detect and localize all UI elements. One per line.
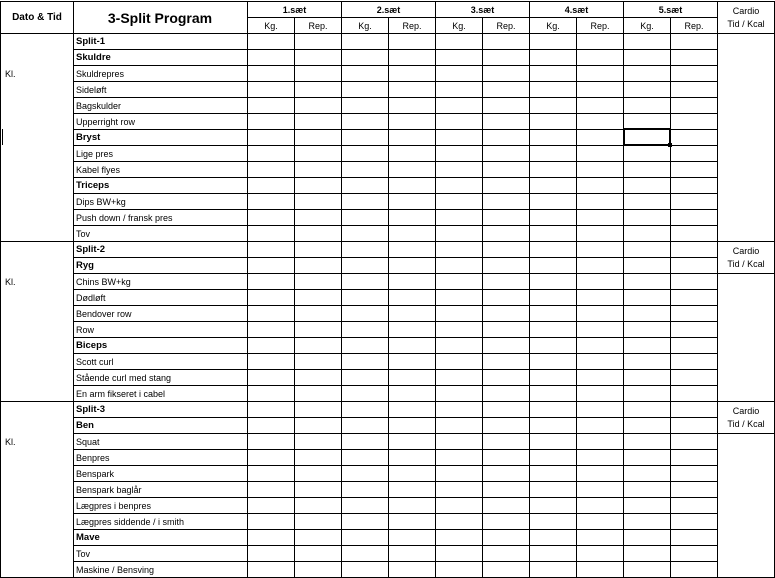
exercise-name[interactable]: Stående curl med stang xyxy=(76,373,172,383)
exercise-name[interactable]: Kabel flyes xyxy=(76,165,121,175)
frame-left xyxy=(0,1,1,578)
time-cell[interactable] xyxy=(1,290,73,306)
cardio-divider xyxy=(718,273,775,274)
time-cell[interactable] xyxy=(1,514,73,530)
grid-hline xyxy=(73,385,718,386)
set-header-5[interactable]: 5.sæt xyxy=(658,5,683,15)
cardio-sub-label: Tid / Kcal xyxy=(727,259,765,269)
time-cell[interactable] xyxy=(1,146,73,162)
rep-header-4[interactable]: Rep. xyxy=(590,21,610,31)
grid-vline xyxy=(388,17,389,578)
exercise-name[interactable]: En arm fikseret i cabel xyxy=(76,389,166,399)
rep-header-3[interactable]: Rep. xyxy=(496,21,516,31)
grid-hline xyxy=(73,449,718,450)
kg-header-4[interactable]: Kg. xyxy=(546,21,560,31)
grid-hline xyxy=(73,465,718,466)
cardio-label: Cardio xyxy=(732,5,760,16)
time-cell[interactable] xyxy=(1,418,73,434)
time-cell[interactable] xyxy=(1,450,73,466)
exercise-name[interactable]: Lægpres siddende / i smith xyxy=(76,517,185,527)
grid-hline xyxy=(73,193,718,194)
grid-hline xyxy=(73,177,718,178)
selected-cell[interactable] xyxy=(623,128,671,146)
grid-hline xyxy=(73,145,718,146)
time-cell[interactable] xyxy=(1,338,73,354)
group-heading[interactable]: Triceps xyxy=(76,180,110,191)
page-title[interactable]: 3-Split Program xyxy=(107,9,213,26)
split-cardio-header[interactable] xyxy=(718,402,774,434)
time-cell[interactable] xyxy=(1,210,73,226)
exercise-name[interactable]: Benspark xyxy=(76,469,115,479)
set-header-1[interactable]: 1.sæt xyxy=(282,5,307,15)
grid-vline xyxy=(576,17,577,578)
exercise-name[interactable]: Maskine / Bensving xyxy=(76,565,155,575)
time-cell[interactable] xyxy=(1,258,73,274)
grid-hline xyxy=(73,561,718,562)
time-cell[interactable] xyxy=(1,194,73,210)
time-cell[interactable] xyxy=(1,162,73,178)
time-cell[interactable] xyxy=(1,322,73,338)
time-cell[interactable] xyxy=(1,402,73,418)
grid-hline xyxy=(73,97,718,98)
time-cell[interactable] xyxy=(1,498,73,514)
grid-hline xyxy=(73,289,718,290)
row-marker xyxy=(2,129,3,145)
exercise-name[interactable]: Lægpres i benpres xyxy=(76,501,152,511)
time-cell[interactable] xyxy=(1,226,73,242)
grid-hline xyxy=(73,161,718,162)
grid-hline xyxy=(73,321,718,322)
time-cell[interactable] xyxy=(1,546,73,562)
group-heading[interactable]: Mave xyxy=(76,532,100,543)
grid-hline xyxy=(73,257,718,258)
grid-hline xyxy=(73,353,718,354)
frame-top xyxy=(0,1,775,2)
grid-hline xyxy=(73,529,718,530)
kg-header-5[interactable]: Kg. xyxy=(640,21,654,31)
time-cell[interactable]: Kl. xyxy=(5,277,16,287)
grid-hline xyxy=(73,305,718,306)
grid-hline xyxy=(73,225,718,226)
exercise-name[interactable]: Sideløft xyxy=(76,85,107,95)
grid-hline xyxy=(73,497,718,498)
cardio-divider xyxy=(718,241,775,242)
group-heading[interactable]: Biceps xyxy=(76,340,108,351)
grid-vline xyxy=(482,17,483,578)
cardio-divider xyxy=(718,401,775,402)
exercise-name[interactable]: Scott curl xyxy=(76,357,114,367)
cardio-label: Cardio xyxy=(732,406,760,416)
grid-hline xyxy=(73,433,718,434)
time-cell[interactable] xyxy=(1,82,73,98)
time-cell[interactable] xyxy=(1,530,73,546)
exercise-name[interactable]: Benpres xyxy=(76,453,110,463)
split-cardio-header[interactable] xyxy=(718,242,774,274)
time-cell[interactable] xyxy=(1,114,73,130)
time-cell[interactable] xyxy=(1,242,73,258)
time-cell[interactable] xyxy=(1,130,73,146)
exercise-name[interactable]: Upperright row xyxy=(76,117,136,127)
time-cell[interactable] xyxy=(1,50,73,66)
kg-header-3[interactable]: Kg. xyxy=(452,21,466,31)
group-heading[interactable]: Split-1 xyxy=(76,36,106,47)
cardio-label: Cardio xyxy=(732,246,760,256)
time-cell[interactable] xyxy=(1,370,73,386)
time-cell[interactable] xyxy=(1,386,73,402)
date-time-header[interactable]: Dato & Tid xyxy=(12,12,62,23)
group-heading[interactable]: Split-3 xyxy=(76,404,106,415)
exercise-name[interactable]: Dips BW+kg xyxy=(76,197,126,207)
grid-hline xyxy=(73,49,718,50)
exercise-name[interactable]: Push down / fransk pres xyxy=(76,213,173,223)
grid-hline xyxy=(73,273,718,274)
cardio-sub-label: Tid / Kcal xyxy=(727,18,765,29)
cardio-header[interactable] xyxy=(718,2,774,33)
time-cell[interactable] xyxy=(1,178,73,194)
kg-header-1[interactable]: Kg. xyxy=(264,21,278,31)
grid-vline xyxy=(670,17,671,578)
group-heading[interactable]: Bryst xyxy=(76,132,101,143)
grid-hline xyxy=(73,241,718,242)
split-divider xyxy=(0,401,73,402)
grid-hline xyxy=(73,209,718,210)
fill-handle[interactable] xyxy=(668,143,672,147)
group-heading[interactable]: Split-2 xyxy=(76,244,106,255)
exercise-name[interactable]: Tov xyxy=(76,229,91,239)
exercise-name[interactable]: Dødløft xyxy=(76,293,106,303)
cardio-sub-label: Tid / Kcal xyxy=(727,419,765,429)
exercise-name[interactable]: Benspark baglår xyxy=(76,485,142,495)
exercise-name[interactable]: Lige pres xyxy=(76,149,114,159)
set-header-3[interactable]: 3.sæt xyxy=(470,5,495,15)
grid-hline xyxy=(73,81,718,82)
rep-header-2[interactable]: Rep. xyxy=(402,21,422,31)
grid-hline xyxy=(73,337,718,338)
time-cell[interactable]: Kl. xyxy=(5,437,16,447)
time-cell[interactable] xyxy=(1,466,73,482)
time-cell[interactable] xyxy=(1,562,73,578)
grid-hline xyxy=(73,481,718,482)
time-cell[interactable] xyxy=(1,34,73,50)
set-header-4[interactable]: 4.sæt xyxy=(564,5,589,15)
group-heading[interactable]: Skuldre xyxy=(76,52,111,63)
split-divider xyxy=(0,241,73,242)
exercise-name[interactable]: Chins BW+kg xyxy=(76,277,131,287)
exercise-name[interactable]: Squat xyxy=(76,437,100,447)
group-heading[interactable]: Ben xyxy=(76,420,94,431)
time-cell[interactable] xyxy=(1,98,73,114)
exercise-name[interactable]: Bendover row xyxy=(76,309,132,319)
time-cell[interactable] xyxy=(1,354,73,370)
grid-hline xyxy=(73,513,718,514)
grid-vline xyxy=(294,17,295,578)
grid-hline xyxy=(73,369,718,370)
cardio-divider xyxy=(718,433,775,434)
grid-hline xyxy=(73,401,718,402)
time-cell[interactable] xyxy=(1,306,73,322)
exercise-name[interactable]: Tov xyxy=(76,549,91,559)
grid-hline xyxy=(73,545,718,546)
grid-hline xyxy=(73,65,718,66)
exercise-name[interactable]: Skuldrepres xyxy=(76,69,125,79)
rep-header-1[interactable]: Rep. xyxy=(308,21,328,31)
time-cell[interactable] xyxy=(1,482,73,498)
rep-header-5[interactable]: Rep. xyxy=(684,21,704,31)
exercise-name[interactable]: Bagskulder xyxy=(76,101,122,111)
kg-header-2[interactable]: Kg. xyxy=(358,21,372,31)
exercise-name[interactable]: Row xyxy=(76,325,95,335)
set-header-2[interactable]: 2.sæt xyxy=(376,5,401,15)
time-cell[interactable]: Kl. xyxy=(5,69,16,79)
grid-hline xyxy=(73,113,718,114)
grid-hline xyxy=(73,417,718,418)
grid-hline xyxy=(73,129,718,130)
group-heading[interactable]: Ryg xyxy=(76,260,94,271)
